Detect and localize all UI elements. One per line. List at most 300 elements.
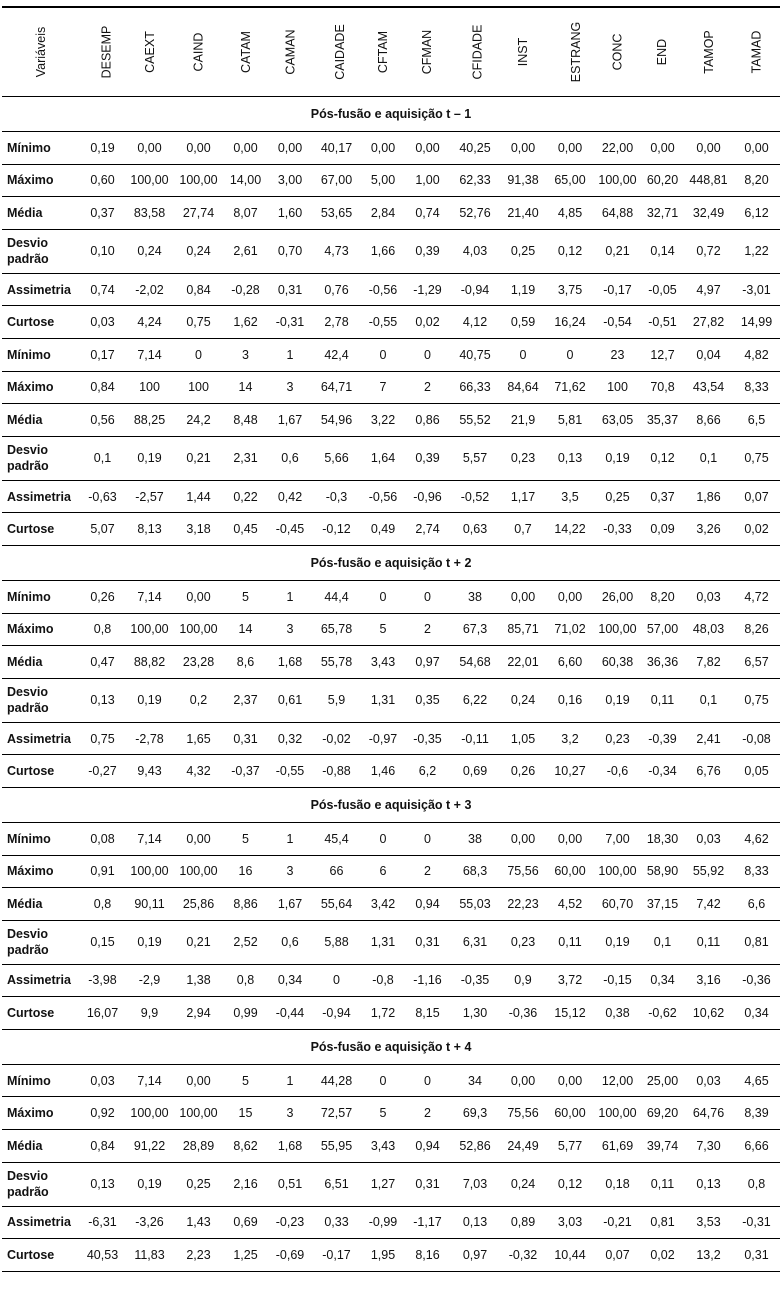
table-cell: 100 xyxy=(188,380,209,395)
table-cell: 0,97 xyxy=(415,654,440,669)
table-cell: 1,44 xyxy=(186,489,211,504)
table-cell: 0,26 xyxy=(90,589,115,604)
table-cell: -0,36 xyxy=(508,1006,538,1021)
table-cell: -0,55 xyxy=(368,315,398,330)
table-cell: 5 xyxy=(379,1106,387,1121)
table-cell: 5,88 xyxy=(324,935,349,950)
table-cell: 9,9 xyxy=(140,1006,159,1021)
table-cell: 0,69 xyxy=(462,764,488,779)
table-cell: 1,64 xyxy=(370,451,396,466)
table-cell: 0,00 xyxy=(557,140,583,155)
table-cell: 5,00 xyxy=(370,173,396,188)
table-cell: 0 xyxy=(519,347,527,362)
table-cell: 1,68 xyxy=(277,654,303,669)
table-cell: 1,67 xyxy=(277,896,303,911)
table-cell: 5,57 xyxy=(462,451,488,466)
table-cell: 0,13 xyxy=(90,693,115,708)
table-cell: 4,62 xyxy=(744,831,769,846)
table-row xyxy=(2,273,780,306)
table-cell: 0,25 xyxy=(186,1177,211,1192)
header-label: ESTRANG xyxy=(569,21,584,83)
table-cell: 0,00 xyxy=(557,831,583,846)
table-row xyxy=(2,306,780,339)
table-cell: 8,13 xyxy=(137,522,162,537)
table-cell: 0 xyxy=(379,1073,387,1088)
table-cell: 9,43 xyxy=(137,764,162,779)
table-cell: 0,45 xyxy=(233,522,258,537)
table-cell: 3,2 xyxy=(561,731,579,746)
header-label: CFTAM xyxy=(376,30,390,74)
table-cell: 1,86 xyxy=(696,489,721,504)
table-cell: 15,12 xyxy=(554,1006,586,1021)
table-cell: 0,00 xyxy=(696,140,721,155)
table-cell: 0,61 xyxy=(277,693,303,708)
table-cell: 0,00 xyxy=(744,140,769,155)
table-cell: 0,86 xyxy=(415,412,440,427)
row-label: Máximo xyxy=(7,380,54,395)
table-cell: 0,14 xyxy=(650,244,675,259)
table-cell: -0,02 xyxy=(322,731,351,746)
header-cftam xyxy=(361,7,405,97)
table-cell: 0,25 xyxy=(605,489,630,504)
row-label: Assimetria xyxy=(7,731,71,746)
table-cell: 7,00 xyxy=(605,831,630,846)
table-cell: 0,35 xyxy=(415,693,440,708)
table-cell: 100,00 xyxy=(130,864,169,879)
table-cell: 0,1 xyxy=(699,451,718,466)
table-cell: 8,33 xyxy=(744,380,769,395)
table-cell: 0,49 xyxy=(370,522,396,537)
header-inst xyxy=(500,7,546,97)
table-cell: 0 xyxy=(424,831,431,846)
table-header xyxy=(2,7,780,97)
row-label: Desvio padrão xyxy=(7,685,49,716)
table-cell: 64,76 xyxy=(692,1106,725,1121)
table-cell: -0,3 xyxy=(325,489,348,504)
table-cell: 0,42 xyxy=(277,489,303,504)
table-cell: 0,15 xyxy=(90,935,115,950)
table-body xyxy=(2,97,780,1272)
table-cell: 1,19 xyxy=(510,282,536,297)
row-label: Curtose xyxy=(7,1006,55,1021)
table-cell: 2 xyxy=(424,1106,431,1121)
header-label: INST xyxy=(515,37,530,67)
table-cell: 0,24 xyxy=(137,244,162,259)
table-cell: 66 xyxy=(329,864,344,879)
table-cell: 16 xyxy=(238,864,253,879)
row-label: Mínimo xyxy=(7,589,51,604)
table-cell: 0,24 xyxy=(510,1177,536,1192)
header-tamop xyxy=(684,7,733,97)
table-row xyxy=(2,822,780,855)
table-cell: 2,52 xyxy=(233,935,258,950)
table-cell: 0,94 xyxy=(415,1138,440,1153)
table-cell: 44,4 xyxy=(324,589,349,604)
table-cell: 5,9 xyxy=(327,693,346,708)
table-cell: 0,16 xyxy=(557,693,583,708)
table-cell: 100 xyxy=(607,380,628,395)
table-cell: -0,44 xyxy=(275,1006,305,1021)
table-cell: 0 xyxy=(379,589,387,604)
table-cell: 3,43 xyxy=(370,654,396,669)
table-cell: 42,4 xyxy=(324,347,349,362)
table-cell: 0,1 xyxy=(93,451,112,466)
table-cell: 0,84 xyxy=(186,282,211,297)
table-cell: 0,32 xyxy=(277,731,303,746)
table-cell: 0,59 xyxy=(510,315,536,330)
table-cell: 7,14 xyxy=(137,1073,162,1088)
table-row xyxy=(2,1097,780,1130)
table-cell: -0,45 xyxy=(275,522,305,537)
table-cell: 8,6 xyxy=(236,654,255,669)
table-cell: 1,43 xyxy=(186,1215,211,1230)
table-cell: 6,6 xyxy=(747,896,766,911)
table-cell: 7,30 xyxy=(696,1138,721,1153)
table-cell: 2,23 xyxy=(186,1248,211,1263)
table-cell: 63,05 xyxy=(601,412,634,427)
table-cell: 16,24 xyxy=(554,315,586,330)
table-cell: 0,12 xyxy=(650,451,675,466)
table-row xyxy=(2,480,780,513)
table-cell: 0 xyxy=(424,347,431,362)
table-cell: 100,00 xyxy=(130,1106,169,1121)
table-cell: 0,24 xyxy=(186,244,211,259)
header-label: END xyxy=(655,38,670,66)
table-cell: 0,00 xyxy=(557,1073,583,1088)
table-cell: 69,20 xyxy=(646,1106,679,1121)
table-cell: 8,20 xyxy=(650,589,675,604)
table-cell: 4,03 xyxy=(462,244,488,259)
table-cell: 0,9 xyxy=(514,973,532,988)
table-cell: 0 xyxy=(379,347,387,362)
table-cell: 27,74 xyxy=(182,205,215,220)
table-cell: 3,18 xyxy=(186,522,211,537)
table-cell: 0,00 xyxy=(510,831,536,846)
table-cell: 0,09 xyxy=(650,522,675,537)
table-cell: 1,66 xyxy=(370,244,396,259)
header-cfman xyxy=(405,7,450,97)
row-label: Mínimo xyxy=(7,1073,51,1088)
table-cell: -0,17 xyxy=(322,1248,351,1263)
table-cell: 10,44 xyxy=(554,1248,586,1263)
table-cell: 0,21 xyxy=(605,244,630,259)
table-cell: 8,20 xyxy=(744,173,769,188)
table-cell: 91,38 xyxy=(507,173,539,188)
table-cell: 8,07 xyxy=(233,205,258,220)
table-cell: 4,72 xyxy=(744,589,769,604)
row-label: Máximo xyxy=(7,1106,54,1121)
table-cell: 0,6 xyxy=(281,935,299,950)
table-cell: 69,3 xyxy=(462,1106,488,1121)
row-label: Média xyxy=(7,1138,43,1153)
table-cell: 0,00 xyxy=(370,140,396,155)
table-cell: 16,07 xyxy=(86,1006,119,1021)
table-cell: 8,26 xyxy=(744,622,769,637)
table-cell: 0 xyxy=(424,1073,431,1088)
table-cell: -0,27 xyxy=(88,764,117,779)
table-cell: 0,99 xyxy=(233,1006,258,1021)
table-cell: 8,16 xyxy=(415,1248,440,1263)
table-cell: 21,9 xyxy=(510,412,536,427)
table-cell: 0,74 xyxy=(90,282,115,297)
table-cell: 3 xyxy=(242,347,249,362)
row-label: Máximo xyxy=(7,173,54,188)
table-cell: 0,12 xyxy=(557,1177,583,1192)
table-cell: -0,56 xyxy=(368,489,398,504)
table-cell: 3 xyxy=(286,864,294,879)
table-cell: 3 xyxy=(286,380,294,395)
table-cell: 3,22 xyxy=(370,412,396,427)
table-cell: 0,81 xyxy=(650,1215,675,1230)
table-cell: 0,00 xyxy=(510,589,536,604)
row-label: Assimetria xyxy=(7,973,71,988)
table-cell: 0,21 xyxy=(186,935,211,950)
table-cell: -0,52 xyxy=(460,489,490,504)
table-cell: 40,25 xyxy=(459,140,491,155)
table-cell: 0,23 xyxy=(510,935,536,950)
table-cell: 18,30 xyxy=(646,831,679,846)
table-cell: 61,69 xyxy=(601,1138,634,1153)
table-cell: 0,21 xyxy=(186,451,211,466)
table-cell: 0,94 xyxy=(415,896,440,911)
table-cell: 72,57 xyxy=(320,1106,353,1121)
table-cell: 23,28 xyxy=(182,654,215,669)
table-cell: 3,03 xyxy=(557,1215,583,1230)
table-cell: 8,39 xyxy=(744,1106,769,1121)
table-cell: -3,98 xyxy=(88,973,117,988)
table-cell: 0,34 xyxy=(277,973,303,988)
table-cell: 0,13 xyxy=(462,1215,488,1230)
table-cell: 40,17 xyxy=(320,140,353,155)
table-cell: 22,01 xyxy=(507,654,539,669)
row-label: Média xyxy=(7,412,43,427)
table-cell: 1,25 xyxy=(233,1248,258,1263)
table-cell: 0,97 xyxy=(462,1248,488,1263)
table-row xyxy=(2,646,780,679)
table-cell: 0,19 xyxy=(137,693,162,708)
row-label: Desvio padrão xyxy=(7,927,49,958)
table-cell: 28,89 xyxy=(182,1138,215,1153)
table-cell: 0,00 xyxy=(186,589,211,604)
table-cell: 0,19 xyxy=(137,451,162,466)
table-cell: 0,33 xyxy=(324,1215,349,1230)
table-cell: 62,33 xyxy=(459,173,491,188)
table-cell: 0,00 xyxy=(557,589,583,604)
table-cell: 0,25 xyxy=(510,244,536,259)
table-cell: 5,07 xyxy=(90,522,115,537)
table-cell: 10,62 xyxy=(692,1006,725,1021)
table-cell: 64,71 xyxy=(320,380,353,395)
table-cell: 6,76 xyxy=(696,764,721,779)
table-cell: 0,19 xyxy=(605,935,630,950)
table-cell: 6,22 xyxy=(462,693,488,708)
table-row xyxy=(2,678,780,722)
table-cell: 100,00 xyxy=(598,622,637,637)
table-cell: 67,3 xyxy=(462,622,488,637)
table-cell: 54,96 xyxy=(320,412,353,427)
table-cell: 0 xyxy=(333,973,340,988)
header-label: CAIND xyxy=(191,32,206,72)
header-label: CONC xyxy=(610,33,625,71)
table-cell: 37,15 xyxy=(646,896,679,911)
table-cell: 75,56 xyxy=(507,1106,539,1121)
table-cell: 5 xyxy=(379,622,387,637)
table-cell: 15 xyxy=(238,1106,253,1121)
table-cell: 3,75 xyxy=(557,282,583,297)
header-caman xyxy=(268,7,312,97)
table-cell: 8,86 xyxy=(233,896,258,911)
table-cell: 32,49 xyxy=(692,205,725,220)
table-cell: 0,00 xyxy=(186,1073,211,1088)
table-cell: 6,12 xyxy=(744,205,769,220)
table-cell: 1 xyxy=(286,831,294,846)
row-label: Assimetria xyxy=(7,489,71,504)
row-label: Desvio padrão xyxy=(7,443,49,474)
table-cell: 100,00 xyxy=(598,173,637,188)
table-cell: 57,00 xyxy=(646,622,679,637)
table-cell: 2,94 xyxy=(186,1006,211,1021)
table-cell: 0,24 xyxy=(510,693,536,708)
table-cell: 0,34 xyxy=(744,1006,769,1021)
table-cell: 52,76 xyxy=(459,205,491,220)
table-cell: 0,74 xyxy=(415,205,440,220)
table-cell: 84,64 xyxy=(507,380,539,395)
table-cell: 0,76 xyxy=(324,282,349,297)
table-cell: 55,64 xyxy=(320,896,353,911)
header-caext xyxy=(125,7,174,97)
table-cell: 0,75 xyxy=(744,693,769,708)
table-cell: 0,04 xyxy=(696,347,721,362)
table-cell: 0,11 xyxy=(696,935,721,950)
table-cell: 38 xyxy=(468,589,482,604)
table-cell: 0,19 xyxy=(605,693,630,708)
table-cell: 0,34 xyxy=(650,973,675,988)
table-cell: 1,22 xyxy=(744,244,769,259)
header-label: CATAM xyxy=(238,31,253,73)
table-cell: -2,02 xyxy=(135,282,164,297)
table-cell: 100,00 xyxy=(130,622,169,637)
table-cell: 1 xyxy=(286,589,294,604)
table-cell: 0,00 xyxy=(650,140,675,155)
table-cell: 3,53 xyxy=(696,1215,721,1230)
table-cell: -1,17 xyxy=(413,1215,442,1230)
table-cell: 6 xyxy=(379,864,387,879)
table-cell: -0,05 xyxy=(648,282,677,297)
table-cell: 2 xyxy=(424,622,431,637)
table-cell: 0 xyxy=(424,589,431,604)
table-cell: 90,11 xyxy=(134,896,165,911)
table-cell: 100,00 xyxy=(598,1106,637,1121)
header-desemp xyxy=(80,7,125,97)
table-cell: 54,68 xyxy=(459,654,491,669)
table-cell: 0,18 xyxy=(605,1177,630,1192)
table-cell: 4,52 xyxy=(557,896,583,911)
table-cell: -0,35 xyxy=(460,973,490,988)
table-cell: -0,12 xyxy=(322,522,351,537)
table-cell: -0,51 xyxy=(648,315,677,330)
table-cell: 0,00 xyxy=(277,140,303,155)
table-cell: 0,17 xyxy=(90,347,115,362)
table-cell: 0,00 xyxy=(186,831,211,846)
table-cell: 0,51 xyxy=(277,1177,303,1192)
table-cell: 0,23 xyxy=(605,731,630,746)
table-cell: 0,00 xyxy=(186,140,211,155)
table-cell: 1,17 xyxy=(510,489,536,504)
header-end xyxy=(641,7,684,97)
table-cell: 0,07 xyxy=(605,1248,630,1263)
table-cell: -0,28 xyxy=(231,282,260,297)
table-cell: 0,92 xyxy=(90,1106,115,1121)
header-caind xyxy=(174,7,223,97)
table-cell: 100,00 xyxy=(598,864,637,879)
table-cell: 3,16 xyxy=(696,973,721,988)
descriptive-statistics-table xyxy=(2,6,780,1272)
table-cell: 3,00 xyxy=(277,173,303,188)
table-cell: 2 xyxy=(424,380,431,395)
table-cell: 8,66 xyxy=(696,412,721,427)
table-cell: 4,65 xyxy=(744,1073,769,1088)
table-cell: 6,51 xyxy=(324,1177,349,1192)
table-cell: 3,72 xyxy=(557,973,583,988)
table-cell: 1,00 xyxy=(415,173,440,188)
table-cell: 0 xyxy=(566,347,574,362)
table-cell: 0,11 xyxy=(650,693,675,708)
table-row xyxy=(2,1239,780,1272)
table-row xyxy=(2,164,780,197)
table-cell: 4,24 xyxy=(137,315,162,330)
row-label: Curtose xyxy=(7,764,55,779)
section-header-row xyxy=(2,1029,780,1064)
table-cell: 1,65 xyxy=(186,731,211,746)
table-cell: 6,57 xyxy=(744,654,769,669)
table-cell: 1,05 xyxy=(510,731,536,746)
table-row xyxy=(2,613,780,646)
table-cell: 0,23 xyxy=(510,451,536,466)
table-cell: 67,00 xyxy=(320,173,353,188)
table-cell: 14 xyxy=(238,380,253,395)
table-cell: 0,91 xyxy=(90,864,115,879)
table-cell: 1,67 xyxy=(277,412,303,427)
table-cell: 3 xyxy=(286,1106,294,1121)
table-cell: 0,84 xyxy=(90,1138,115,1153)
table-cell: 0,19 xyxy=(605,451,630,466)
table-cell: 1 xyxy=(286,347,294,362)
header-label: DESEMP xyxy=(99,25,114,79)
table-cell: 1,38 xyxy=(186,973,211,988)
table-cell: 1,72 xyxy=(370,1006,396,1021)
table-row xyxy=(2,1162,780,1206)
table-cell: 34 xyxy=(468,1073,482,1088)
table-cell: 1,68 xyxy=(277,1138,303,1153)
row-label: Média xyxy=(7,896,43,911)
table-cell: 0,00 xyxy=(510,1073,536,1088)
table-cell: 66,33 xyxy=(459,380,491,395)
row-label: Curtose xyxy=(7,522,55,537)
table-cell: 55,03 xyxy=(459,896,491,911)
table-cell: 4,82 xyxy=(744,347,769,362)
table-cell: -0,32 xyxy=(508,1248,538,1263)
table-cell: 0,26 xyxy=(510,764,536,779)
table-row xyxy=(2,229,780,273)
table-row xyxy=(2,1206,780,1239)
table-cell: 3,26 xyxy=(696,522,721,537)
table-cell: 52,86 xyxy=(459,1138,491,1153)
table-cell: 7 xyxy=(379,380,387,395)
table-cell: 58,90 xyxy=(646,864,679,879)
table-cell: 0,31 xyxy=(277,282,303,297)
table-cell: 2,37 xyxy=(233,693,258,708)
table-cell: 25,00 xyxy=(646,1073,679,1088)
